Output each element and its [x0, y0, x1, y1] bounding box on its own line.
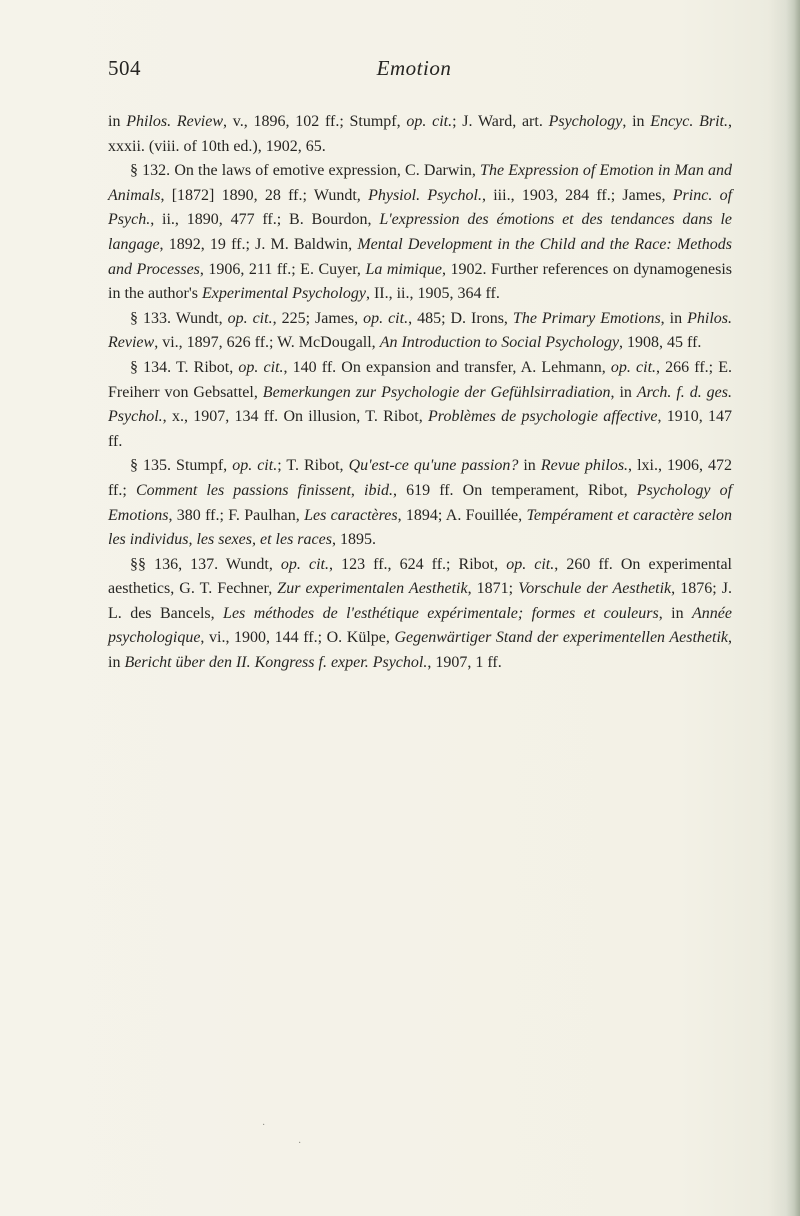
citation-title: The Primary Emotions — [512, 309, 661, 327]
text-run: § 134. T. Ribot, — [130, 358, 239, 376]
paragraph-p133 — [108, 307, 732, 356]
text-run: , 260 ff. On experimental aesthetics, G. T. Fechner, — [108, 555, 732, 598]
text-run: , in — [108, 629, 732, 672]
citation-title: op. cit. — [280, 555, 329, 573]
text-run: in — [518, 457, 541, 475]
text-run: , 225; James, — [272, 309, 364, 327]
citation-title: Tempérament et caractère selon les individus, les sexes, et les races — [108, 506, 732, 549]
citation-title: op. cit. — [610, 358, 657, 376]
text-run: , in — [658, 604, 693, 622]
paragraph-p136 — [108, 553, 732, 676]
text-run: , 1871; — [467, 580, 519, 598]
text-run: in — [108, 113, 127, 130]
text-run: , 1902. Further references on dynamogenesis in the author's — [108, 260, 733, 303]
citation-title: Mental Development in the Child and the Race: Methods and Processes — [108, 235, 733, 278]
citation-title: Comment les passions finissent — [135, 481, 351, 499]
text-run: , 619 ff. On temperament, Ribot, — [392, 481, 637, 499]
paragraph-p134 — [108, 356, 732, 454]
citation-title: Zur experimentalen Aesthetik — [277, 580, 468, 598]
citation-title: Année psychologique — [108, 604, 732, 647]
running-head: Emotion — [376, 56, 452, 80]
citation-title: Psychology of Emotions — [108, 481, 733, 524]
citation-title: ibid. — [364, 481, 393, 499]
citation-title: op. cit. — [406, 113, 453, 130]
text-run: , 485; D. Irons, — [408, 309, 513, 327]
print-speck: · — [298, 1138, 302, 1149]
print-speck: · — [262, 1120, 266, 1131]
text-run: , vi., 1897, 626 ff.; W. McDougall, — [154, 334, 380, 352]
citation-title: op. cit. — [238, 358, 284, 376]
text-run: , vi., 1900, 144 ff.; O. Külpe, — [200, 629, 395, 647]
text-run: § 133. Wundt, — [130, 309, 228, 327]
text-run: ; J. Ward, art. — [452, 113, 549, 130]
citation-title: Les caractères — [304, 506, 398, 524]
paragraph-p132 — [108, 159, 732, 307]
page-edge-shadow — [786, 0, 800, 1216]
citation-title: Philos. Review — [108, 309, 732, 352]
citation-title: Psychology — [548, 113, 623, 130]
text-run: , xxxii. (viii. of 10th ed.), 1902, 65. — [108, 113, 732, 155]
text-run: , 1895. — [331, 531, 376, 549]
citation-title: Experimental Psychology — [201, 285, 366, 303]
citation-title: Qu'est-ce qu'une passion? — [348, 457, 519, 475]
citation-title: La mimique — [365, 260, 442, 278]
citation-title: Bemerkungen zur Psychologie der Gefühlsirradiation — [262, 383, 611, 401]
citation-title: Philos. Review — [126, 113, 224, 130]
citation-title: Gegenwärtiger Stand der experimentellen Aesthetik — [394, 629, 728, 647]
paragraph-p131 — [108, 110, 732, 159]
citation-title: op. cit. — [363, 309, 409, 327]
text-run: , 1876; J. L. des Bancels, — [108, 580, 733, 622]
citation-title: Princ. of Psych. — [108, 186, 733, 229]
text-run: , — [350, 481, 365, 499]
citation-title: Les méthodes de l'esthétique expérimentale; formes et couleurs — [223, 604, 659, 622]
text-run: § 132. On the laws of emotive expression, C. Darwin, — [130, 162, 481, 180]
references-text — [108, 110, 732, 676]
paragraph-p135 — [108, 454, 732, 552]
citation-title: Vorschule der Aesthetik — [518, 580, 672, 598]
text-run: §§ 136, 137. Wundt, — [130, 555, 281, 573]
citation-title: The Expression of Emotion in Man and Animals — [108, 162, 732, 204]
citation-title: op. cit. — [232, 457, 278, 475]
text-run: , 1908, 45 ff. — [619, 334, 702, 352]
citation-title: An Introduction to Social Psychology — [379, 334, 620, 352]
text-run: , 140 ff. On expansion and transfer, A. Lehmann, — [283, 358, 611, 376]
citation-title: L'expression des émotions et des tendances dans le langage — [108, 211, 732, 253]
citation-title: op. cit. — [227, 309, 273, 327]
citation-title: op. cit. — [506, 555, 555, 573]
citation-title: Arch. f. d. ges. Psychol. — [108, 383, 732, 426]
text-run: , x., 1907, 134 ff. On illusion, T. Ribot, — [162, 408, 429, 426]
text-run: , lxi., 1906, 472 ff.; — [108, 457, 733, 499]
text-run: , [1872] 1890, 28 ff.; Wundt, — [160, 186, 369, 204]
text-run: , 1907, 1 ff. — [427, 654, 502, 672]
text-run: , 1906, 211 ff.; E. Cuyer, — [199, 260, 366, 278]
text-run: ; T. Ribot, — [277, 457, 349, 475]
text-run: , 1894; A. Fouillée, — [397, 506, 527, 524]
citation-title: Bericht über den II. Kongress f. exper. Psychol. — [124, 654, 428, 672]
text-run: , in — [660, 309, 688, 327]
text-run: , 1892, 19 ff.; J. M. Baldwin, — [159, 235, 358, 253]
text-run: , 1910, 147 ff. — [108, 408, 733, 450]
text-run: § 135. Stumpf, — [130, 457, 233, 475]
text-run: , ii., 1890, 477 ff.; B. Bourdon, — [150, 211, 380, 229]
citation-title: Revue philos. — [540, 457, 629, 475]
text-run: , in — [610, 383, 637, 401]
page-header — [108, 56, 720, 86]
page-number: 504 — [108, 56, 141, 80]
citation-title: Problèmes de psychologie affective — [428, 408, 658, 426]
text-run: , in — [622, 113, 651, 130]
citation-title: Encyc. Brit. — [650, 113, 728, 130]
text-run: , II., ii., 1905, 364 ff. — [365, 285, 500, 303]
text-run: , 123 ff., 624 ff.; Ribot, — [329, 555, 507, 573]
text-run: , iii., 1903, 284 ff.; James, — [481, 186, 673, 204]
citation-title: Physiol. Psychol. — [368, 186, 482, 204]
text-run: , 380 ff.; F. Paulhan, — [168, 506, 305, 524]
text-run: , 266 ff.; E. Freiherr von Gebsattel, — [108, 358, 732, 401]
text-run: , v., 1896, 102 ff.; Stumpf, — [223, 113, 407, 130]
